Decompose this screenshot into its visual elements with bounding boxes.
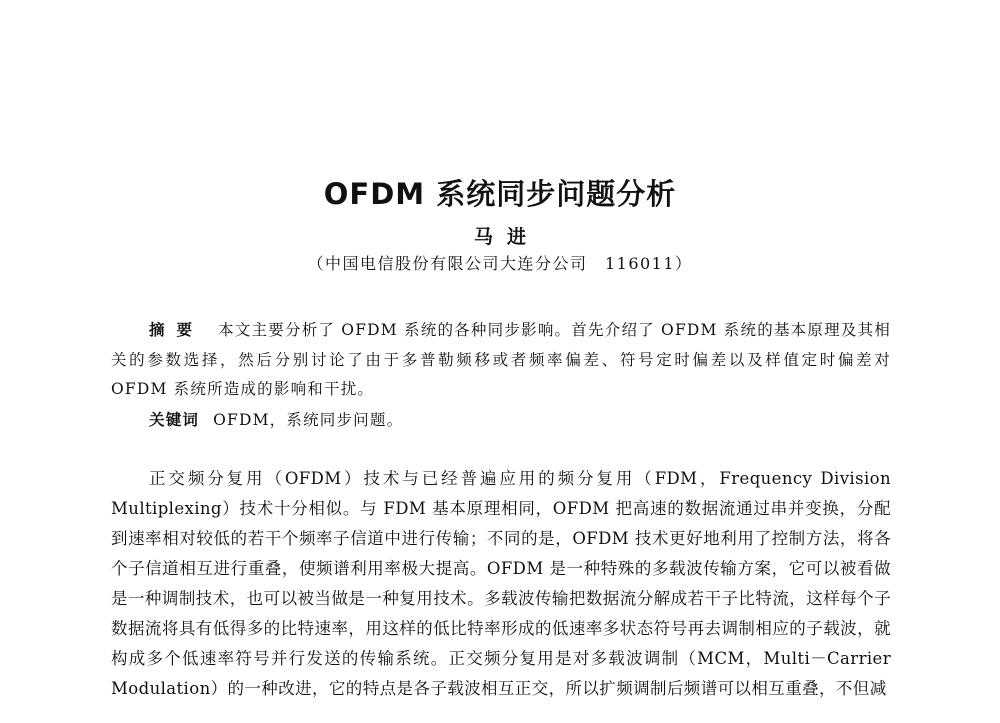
abstract-label: 摘要 <box>149 321 205 339</box>
keywords-text: OFDM，系统同步问题。 <box>213 411 404 429</box>
abstract-text: 本文主要分析了 OFDM 系统的各种同步影响。首先介绍了 OFDM 系统的基本原理及其相关的参数选择，然后分别讨论了由于多普勒频移或者频率偏差、符号定时偏差以及样值定时偏差对 OFDM 系统所造成的影响和干扰。 <box>111 321 891 398</box>
author-name: 马进 <box>473 226 540 248</box>
abstract-section <box>111 316 891 405</box>
keywords-label: 关键词 <box>149 411 200 429</box>
paper-title: OFDM 系统同步问题分析 <box>323 177 677 211</box>
keywords-section <box>149 406 889 435</box>
body-paragraph: 正交频分复用（OFDM）技术与已经普遍应用的频分复用（FDM，Frequency Division Multiplexing）技术十分相似。与 FDM 基本原理相同，OFDM 把高速的数据流通过串并变换，分配到速率相对较低的若干个频率子信道中进行传输；不同的是，OFDM 技术更好地利用了控制方法，将各个子信道相互进行重叠，使频谱利用率极大提高。OFDM 是一种特殊的多载波传输方案，它可以被看做是一种调制技术，也可以被当做是一种复用技术。多载波传输把数据流分解成若干子比特流，这样每个子数据流将具有低得多的比特速率，用这样的低比特率形成的低速率多状态符号再去调制相应的子载波，就构成多个低速率符号并行发送的传输系统。正交频分复用是对多载波调制（MCM，Multi－Carrier Modulation）的一种改进，它的特点是各子载波相互正交，所以扩频调制后频谱可以相互重叠，不但减 <box>111 469 891 698</box>
author-affiliation: （中国电信股份有限公司大连分公司 116011） <box>307 254 693 273</box>
